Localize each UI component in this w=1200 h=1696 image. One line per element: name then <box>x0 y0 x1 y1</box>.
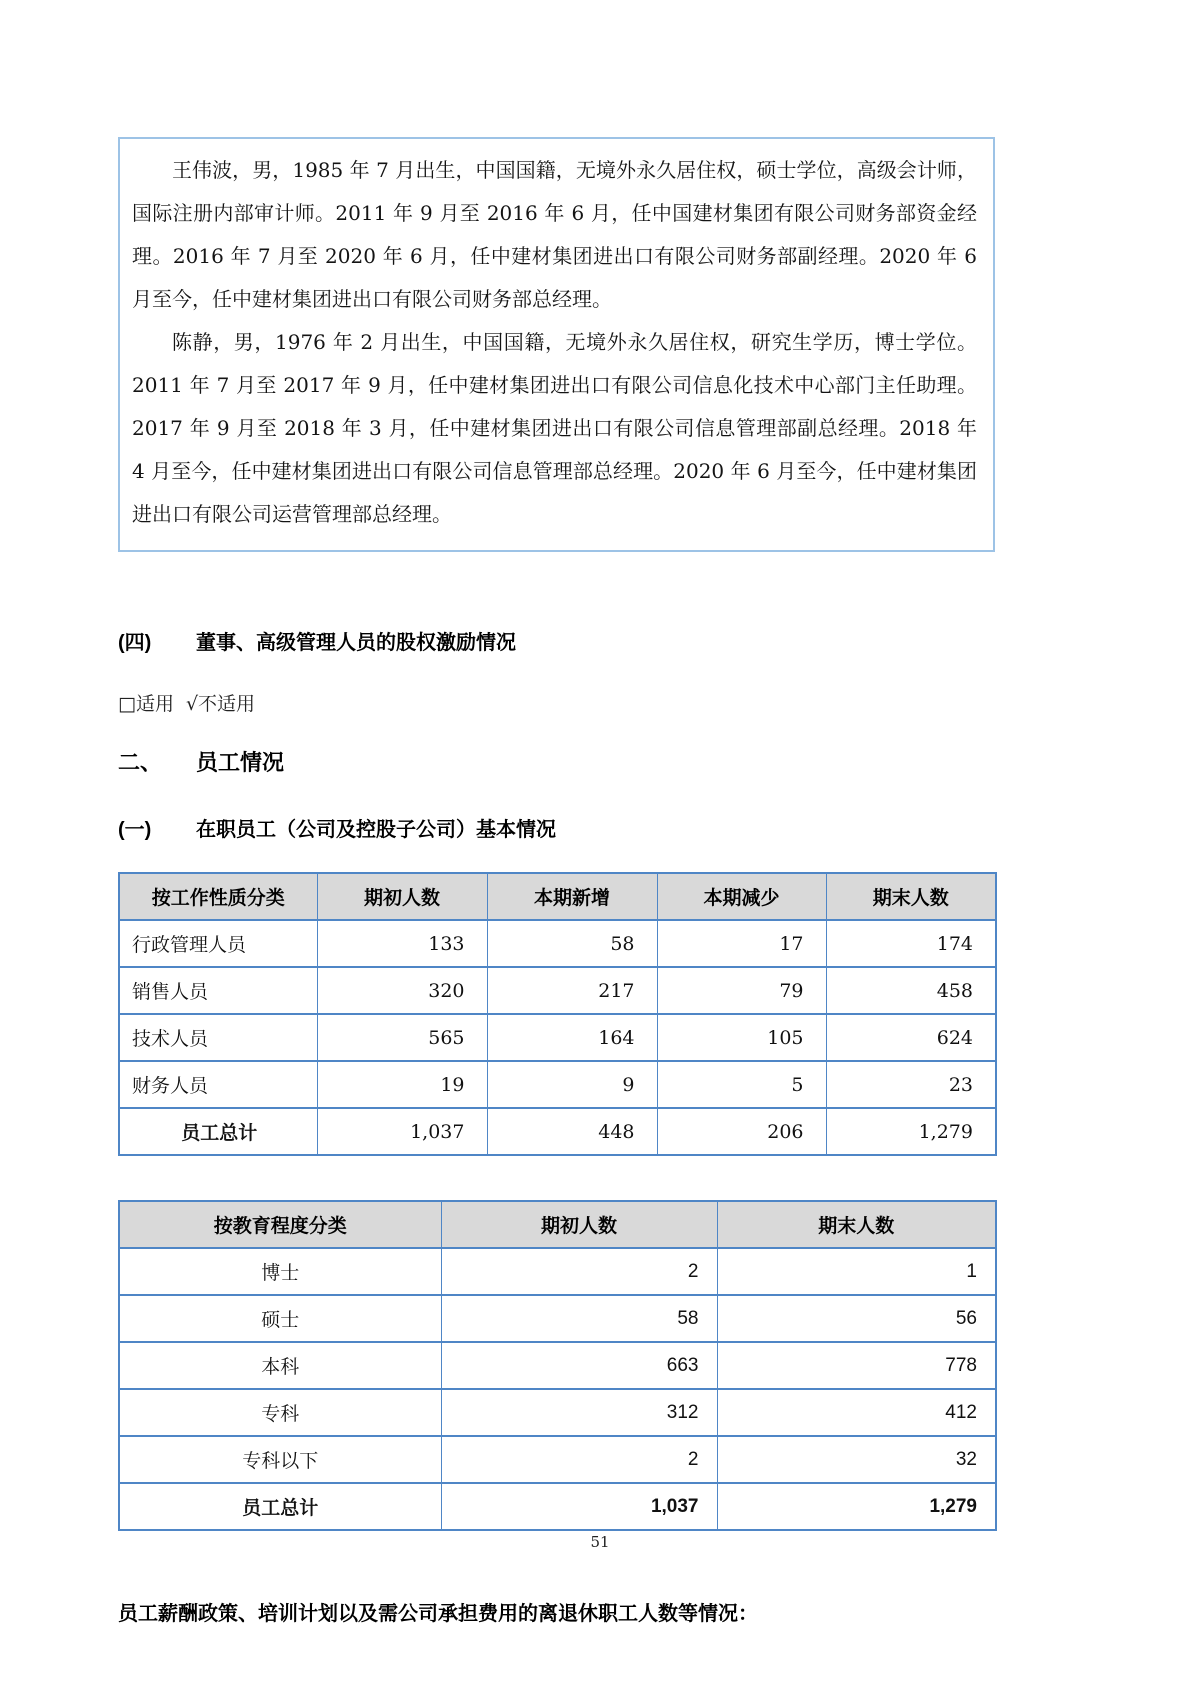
value-cell: 32 <box>717 1436 996 1483</box>
checkbox-applicable: □适用 <box>118 693 174 715</box>
value-cell: 206 <box>657 1108 826 1155</box>
value-cell: 1,279 <box>717 1483 996 1530</box>
value-cell: 1 <box>717 1248 996 1295</box>
bio-paragraph-chenjing: 陈静，男，1976 年 2 月出生，中国国籍，无境外永久居住权，研究生学历，博士学位。2011 年 7 月至 2017 年 9 月，任中建材集团进出口有限公司信息化技术中心部门主任助理。2017 年 9 月至 2018 年 3 月，任中建材集团进出口有限公司信息管理部副总经理。2018 年 4 月至今，任中建材集团进出口有限公司信息管理部总经理。2020 年 6 月至今，任中建材集团进出口有限公司运营管理部总经理。 <box>132 330 977 526</box>
row-label-cell: 销售人员 <box>119 967 317 1014</box>
value-cell: 23 <box>826 1061 996 1108</box>
column-header: 本期新增 <box>487 873 657 920</box>
table-body <box>119 920 996 1155</box>
table-row <box>119 920 996 967</box>
row-label-cell: 技术人员 <box>119 1014 317 1061</box>
checkmark-not-applicable: √不适用 <box>185 693 256 715</box>
table-header-row <box>119 1201 996 1248</box>
table-header <box>119 873 996 920</box>
salary-policy-note: 员工薪酬政策、培训计划以及需公司承担费用的离退休职工人数等情况： <box>118 1603 758 1625</box>
value-cell: 2 <box>441 1248 717 1295</box>
value-cell: 312 <box>441 1389 717 1436</box>
value-cell: 133 <box>317 920 487 967</box>
value-cell: 320 <box>317 967 487 1014</box>
value-cell: 19 <box>317 1061 487 1108</box>
value-cell: 778 <box>717 1342 996 1389</box>
value-cell: 624 <box>826 1014 996 1061</box>
column-header: 期初人数 <box>441 1201 717 1248</box>
value-cell: 448 <box>487 1108 657 1155</box>
table-header-row <box>119 873 996 920</box>
row-label-cell: 员工总计 <box>119 1483 441 1530</box>
section-heading-employees <box>118 746 995 777</box>
column-header: 按工作性质分类 <box>119 873 317 920</box>
column-header: 期末人数 <box>717 1201 996 1248</box>
section-title: 在职员工（公司及控股子公司）基本情况 <box>196 819 556 841</box>
table-row <box>119 1295 996 1342</box>
table-total-row <box>119 1108 996 1155</box>
table-row <box>119 1061 996 1108</box>
table-row <box>119 1389 996 1436</box>
value-cell: 1,037 <box>317 1108 487 1155</box>
column-header: 本期减少 <box>657 873 826 920</box>
row-label-cell: 员工总计 <box>119 1108 317 1155</box>
bio-text-box <box>118 137 995 552</box>
value-cell: 1,279 <box>826 1108 996 1155</box>
value-cell: 58 <box>487 920 657 967</box>
value-cell: 164 <box>487 1014 657 1061</box>
row-label-cell: 博士 <box>119 1248 441 1295</box>
table-body <box>119 1248 996 1530</box>
value-cell: 17 <box>657 920 826 967</box>
column-header: 按教育程度分类 <box>119 1201 441 1248</box>
column-header: 期末人数 <box>826 873 996 920</box>
row-label-cell: 专科以下 <box>119 1436 441 1483</box>
table-row <box>119 1014 996 1061</box>
section-number: 二、 <box>118 750 163 775</box>
row-label-cell: 行政管理人员 <box>119 920 317 967</box>
section-number: (四) <box>118 632 152 654</box>
value-cell: 412 <box>717 1389 996 1436</box>
table-row <box>119 1342 996 1389</box>
section-heading-employee-basics <box>118 813 995 842</box>
applicability-line <box>118 689 995 716</box>
value-cell: 217 <box>487 967 657 1014</box>
value-cell: 565 <box>317 1014 487 1061</box>
page-number: 51 <box>590 1533 610 1551</box>
value-cell: 79 <box>657 967 826 1014</box>
value-cell: 2 <box>441 1436 717 1483</box>
row-label-cell: 硕士 <box>119 1295 441 1342</box>
value-cell: 1,037 <box>441 1483 717 1530</box>
table-row <box>119 1248 996 1295</box>
section-title: 员工情况 <box>196 750 285 775</box>
table-header <box>119 1201 996 1248</box>
employees-by-job-type-table <box>118 872 997 1156</box>
row-label-cell: 专科 <box>119 1389 441 1436</box>
value-cell: 174 <box>826 920 996 967</box>
value-cell: 458 <box>826 967 996 1014</box>
section-heading-equity-incentive <box>118 626 995 655</box>
table-row <box>119 1436 996 1483</box>
value-cell: 58 <box>441 1295 717 1342</box>
column-header: 期初人数 <box>317 873 487 920</box>
row-label-cell: 本科 <box>119 1342 441 1389</box>
value-cell: 9 <box>487 1061 657 1108</box>
value-cell: 663 <box>441 1342 717 1389</box>
table-row <box>119 967 996 1014</box>
value-cell: 5 <box>657 1061 826 1108</box>
section-number: (一) <box>118 819 152 841</box>
section-title: 董事、高级管理人员的股权激励情况 <box>196 632 516 654</box>
table-total-row <box>119 1483 996 1530</box>
value-cell: 105 <box>657 1014 826 1061</box>
bio-paragraph-wangweibo: 王伟波，男，1985 年 7 月出生，中国国籍，无境外永久居住权，硕士学位，高级会计师，国际注册内部审计师。2011 年 9 月至 2016 年 6 月，任中国建材集团有限公司财务部资金经理。2016 年 7 月至 2020 年 6 月，任中建材集团进出口有限公司财务部副经理。2020 年 6 月至今，任中建材集团进出口有限公司财务部总经理。 <box>132 158 977 311</box>
employees-by-education-table <box>118 1200 997 1531</box>
value-cell: 56 <box>717 1295 996 1342</box>
row-label-cell: 财务人员 <box>119 1061 317 1108</box>
